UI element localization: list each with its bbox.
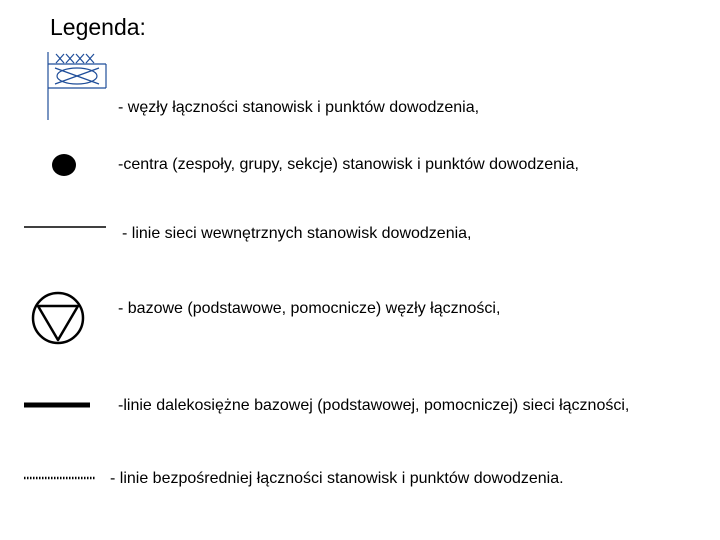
legend-title: Legenda: — [50, 14, 146, 40]
thick-line-icon — [24, 400, 90, 410]
dotted-line-icon — [24, 475, 96, 481]
legend-item-text: -linie dalekosiężne bazowej (podstawowej, pomocniczej) sieci łączności, — [118, 397, 630, 414]
legend-item-text: - węzły łączności stanowisk i punktów dowodzenia, — [118, 99, 480, 116]
filled-ellipse-icon — [50, 152, 78, 178]
legend-item-text: - linie bezpośredniej łączności stanowisk i punktów dowodzenia. — [110, 470, 564, 487]
thin-line-icon — [24, 224, 106, 230]
legend-item-text: -centra (zespoły, grupy, sekcje) stanowisk i punktów dowodzenia, — [118, 156, 579, 173]
legend-item-text: - linie sieci wewnętrznych stanowisk dowodzenia, — [122, 225, 472, 242]
legend-item-text: - bazowe (podstawowe, pomocnicze) węzły łączności, — [118, 300, 501, 317]
communication-node-flag-icon — [44, 50, 110, 122]
circle-triangle-icon — [30, 290, 86, 346]
